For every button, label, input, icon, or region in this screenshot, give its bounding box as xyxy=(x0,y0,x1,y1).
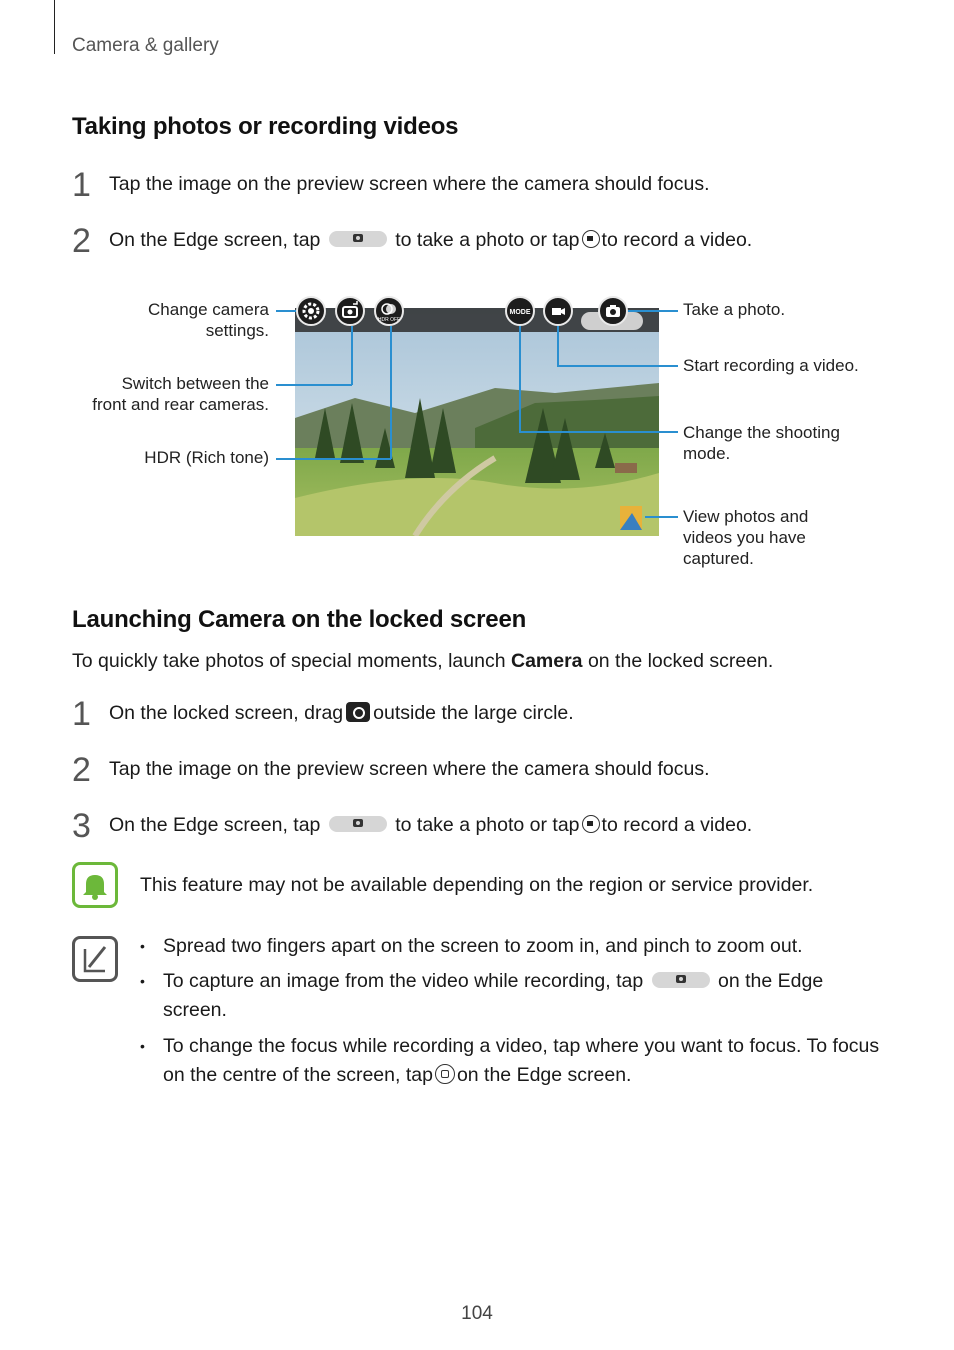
camera-preview-screenshot xyxy=(295,308,659,536)
step-number: 1 xyxy=(72,695,91,733)
center-focus-icon xyxy=(435,1064,455,1084)
caution-text: This feature may not be available depending on the region or service provider. xyxy=(140,874,814,896)
callout-line: Change the shooting xyxy=(683,423,840,442)
callout-hdr: HDR (Rich tone) xyxy=(144,448,269,467)
step-number: 2 xyxy=(72,751,91,789)
step-text-part: On the locked screen, drag xyxy=(109,702,344,724)
step-text-part: to take a photo or tap xyxy=(395,229,580,251)
step-text-part: On the Edge screen, tap xyxy=(109,229,321,251)
hdr-icon xyxy=(374,296,404,326)
section-title-taking-photos: Taking photos or recording videos xyxy=(72,113,459,140)
step-text-part: to take a photo or tap xyxy=(395,814,580,836)
callout-line: front and rear cameras. xyxy=(92,395,269,414)
callout-take-photo: Take a photo. xyxy=(683,300,786,319)
edge-camera-button-icon xyxy=(329,231,387,247)
step-text xyxy=(109,702,574,725)
note-text-block xyxy=(163,967,823,1025)
mode-label: MODE xyxy=(509,309,531,316)
callout-line: settings. xyxy=(205,321,269,340)
step-text xyxy=(109,229,752,252)
callout-line: View photos and xyxy=(683,507,809,526)
note-pencil-icon xyxy=(72,936,118,982)
step-text-part: to record a video. xyxy=(601,229,753,251)
switch-camera-icon xyxy=(335,296,365,326)
section-title-locked-screen: Launching Camera on the locked screen xyxy=(72,606,527,633)
record-video-icon xyxy=(582,815,600,833)
step-number: 1 xyxy=(72,166,91,204)
note-text-block xyxy=(163,1032,879,1090)
camera-icon xyxy=(598,296,628,326)
note-text: To change the focus while recording a video, tap where you want to focus. To focus xyxy=(163,1035,880,1057)
step-text xyxy=(109,814,752,837)
note-text: on the centre of the screen, tap xyxy=(163,1064,433,1086)
leader-line xyxy=(519,326,521,432)
callout-switch-cameras xyxy=(60,373,269,415)
step-text-part: On the Edge screen, tap xyxy=(109,814,321,836)
bullet-dot: • xyxy=(140,1038,145,1054)
note-text: Spread two fingers apart on the screen to zoom in, and pinch to zoom out. xyxy=(163,935,803,957)
edge-camera-button-icon xyxy=(652,972,710,988)
record-video-icon xyxy=(582,230,600,248)
callout-line: captured. xyxy=(683,549,754,568)
leader-line xyxy=(557,326,559,366)
callout-line: Change camera xyxy=(148,300,269,319)
lock-screen-camera-icon xyxy=(346,702,370,722)
leader-line xyxy=(276,458,391,460)
callout-change-settings xyxy=(100,299,269,341)
header-rule xyxy=(54,0,55,54)
step-text-part: to record a video. xyxy=(601,814,753,836)
leader-line xyxy=(557,365,678,367)
leader-line xyxy=(645,516,678,518)
leader-line xyxy=(519,431,678,433)
intro-app-name: Camera xyxy=(510,650,583,672)
step-number: 3 xyxy=(72,807,91,845)
landscape-image xyxy=(295,308,659,536)
intro-text: To quickly take photos of special moments, launch xyxy=(72,650,506,672)
step-text-part: outside the large circle. xyxy=(373,702,574,724)
callout-view-gallery xyxy=(683,506,808,569)
video-icon xyxy=(543,296,573,326)
leader-line xyxy=(390,326,392,459)
hdr-label: HDR OFF xyxy=(377,317,401,323)
callout-line: videos you have xyxy=(683,528,806,547)
leader-line xyxy=(276,310,296,312)
bullet-dot: • xyxy=(140,938,145,954)
bullet-dot: • xyxy=(140,973,145,989)
page-number: 104 xyxy=(461,1303,493,1324)
callout-shooting-mode xyxy=(683,422,840,464)
leader-line xyxy=(276,384,352,386)
intro-text: on the locked screen. xyxy=(587,650,774,672)
mode-icon xyxy=(505,296,535,326)
note-text: on the Edge xyxy=(718,970,824,992)
note-text: To capture an image from the video while recording, tap xyxy=(163,970,644,992)
edge-camera-button-icon xyxy=(329,816,387,832)
callout-line: Switch between the xyxy=(121,374,269,393)
step-text: Tap the image on the preview screen where the camera should focus. xyxy=(109,758,710,780)
step-number: 2 xyxy=(72,222,91,260)
callout-line: mode. xyxy=(683,444,731,463)
section-header: Camera & gallery xyxy=(72,35,219,56)
leader-line xyxy=(351,326,353,385)
section-intro xyxy=(72,650,773,673)
note-text: on the Edge screen. xyxy=(456,1064,632,1086)
note-text: screen. xyxy=(163,999,227,1021)
leader-line xyxy=(628,310,678,312)
caution-bell-icon xyxy=(72,862,118,908)
step-text: Tap the image on the preview screen where the camera should focus. xyxy=(109,173,710,195)
callout-start-recording: Start recording a video. xyxy=(683,356,859,375)
settings-gear-icon xyxy=(296,296,326,326)
